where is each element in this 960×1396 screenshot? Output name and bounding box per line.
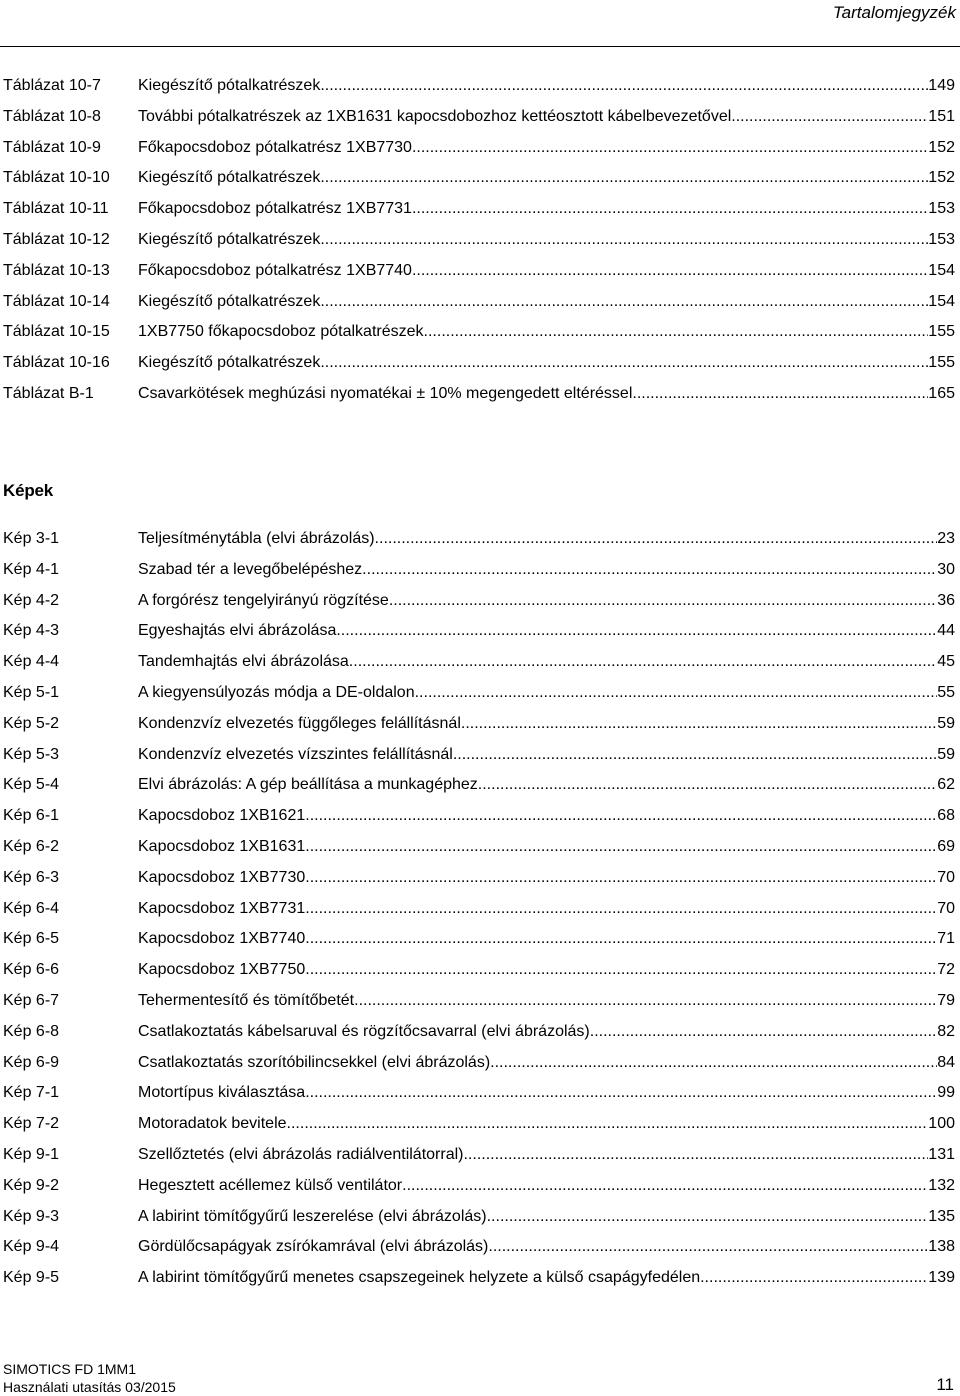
- toc-dot-leader: [305, 1082, 937, 1104]
- toc-entry[interactable]: [3, 928, 955, 950]
- toc-entry-label: Kép 7-1: [3, 1084, 60, 1102]
- toc-entry-body: [138, 137, 955, 159]
- footer-product-name: SIMOTICS FD 1MM1: [3, 1361, 137, 1377]
- toc-entry-title: A labirint tömítőgyűrű menetes csapszegeinek helyzete a külső csapágyfedélen: [138, 1269, 701, 1287]
- toc-entry-title: Tehermentesítő és tömítőbetét: [138, 992, 355, 1009]
- toc-entry[interactable]: [3, 528, 955, 550]
- toc-entry-body: [138, 651, 955, 673]
- toc-entry-title: Kiegészítő pótalkatrészek: [138, 231, 321, 248]
- toc-entry-label: Táblázat 10-14: [3, 292, 110, 310]
- toc-entry[interactable]: [3, 620, 955, 642]
- toc-entry-label: Kép 4-4: [3, 653, 60, 671]
- toc-entry[interactable]: [3, 1175, 955, 1197]
- toc-dot-leader: [305, 928, 937, 950]
- toc-entry-label: Kép 4-3: [3, 622, 60, 640]
- toc-entry[interactable]: [3, 260, 955, 282]
- toc-entry[interactable]: [3, 1267, 955, 1289]
- toc-entry[interactable]: [3, 1082, 955, 1104]
- toc-entry-title: Kiegészítő pótalkatrészek: [138, 169, 321, 187]
- toc-entry-body: [138, 620, 955, 642]
- toc-entry-page-number: 138: [928, 1238, 955, 1256]
- toc-entry-title: Kondenzvíz elvezetés vízszintes felállításnál: [138, 745, 453, 763]
- toc-entry-title: Csatlakoztatás szorítóbilincsekkel (elvi ábrázolás): [138, 1053, 491, 1071]
- toc-dot-leader: [412, 260, 928, 282]
- toc-dot-leader: [389, 590, 937, 612]
- toc-entry-label: Kép 9-1: [3, 1146, 60, 1163]
- toc-entry[interactable]: [3, 805, 955, 827]
- toc-entry-label: Kép 6-5: [3, 930, 60, 948]
- toc-entry[interactable]: [3, 1206, 955, 1228]
- toc-entry-label: Táblázat 10-12: [3, 231, 110, 248]
- toc-dot-leader: [336, 620, 937, 642]
- toc-dot-leader: [632, 383, 928, 405]
- toc-entry-page-number: 59: [937, 714, 955, 732]
- toc-entry-page-number: 84: [937, 1053, 955, 1071]
- toc-entry-page-number: 72: [937, 961, 955, 979]
- toc-dot-leader: [287, 1113, 929, 1135]
- toc-entry[interactable]: [3, 75, 955, 97]
- toc-entry-title: Kiegészítő pótalkatrészek: [138, 354, 321, 372]
- toc-entry[interactable]: [3, 1144, 955, 1166]
- header-rule: [0, 46, 960, 47]
- toc-entry-label: Táblázat B-1: [3, 385, 94, 402]
- toc-entry-body: [138, 260, 955, 282]
- toc-entry-title: Gördülőcsapágyak zsírókamrával (elvi ábrázolás): [138, 1238, 489, 1256]
- toc-entry[interactable]: [3, 229, 955, 251]
- toc-entry[interactable]: [3, 590, 955, 612]
- toc-entry-title: Teljesítménytábla (elvi ábrázolás): [138, 530, 375, 547]
- toc-entry-title: Kiegészítő pótalkatrészek: [138, 292, 321, 310]
- toc-entry-title: Főkapocsdoboz pótalkatrész 1XB7740: [138, 261, 412, 279]
- toc-dot-leader: [478, 774, 937, 796]
- toc-entry-body: [138, 867, 955, 889]
- toc-entry-body: [138, 713, 955, 735]
- toc-entry-label: Kép 6-3: [3, 868, 60, 886]
- toc-entry-page-number: 45: [937, 653, 955, 671]
- footer-document-title: Használati utasítás 03/2015: [3, 1379, 176, 1395]
- toc-entry-body: [138, 990, 955, 1012]
- toc-entry-label: Kép 9-2: [3, 1176, 60, 1194]
- toc-entry-body: [138, 959, 955, 981]
- toc-entry-label: Kép 4-1: [3, 560, 60, 578]
- toc-entry-body: [138, 528, 955, 550]
- toc-entry-label: Táblázat 10-8: [3, 107, 101, 125]
- toc-entry-body: [138, 1175, 955, 1197]
- toc-dot-leader: [415, 682, 938, 704]
- toc-entry-page-number: 99: [937, 1084, 955, 1102]
- toc-entry[interactable]: [3, 774, 955, 796]
- toc-entry-title: Tandemhajtás elvi ábrázolása: [138, 653, 349, 671]
- toc-entry[interactable]: [3, 682, 955, 704]
- toc-entry-title: Kapocsdoboz 1XB1631: [138, 838, 306, 855]
- toc-entry[interactable]: [3, 1236, 955, 1258]
- toc-entry-title: A kiegyensúlyozás módja a DE-oldalon: [138, 684, 415, 701]
- toc-entry[interactable]: [3, 559, 955, 581]
- toc-entry-page-number: 68: [937, 807, 955, 825]
- toc-entry-page-number: 155: [928, 354, 955, 372]
- toc-dot-leader: [488, 1236, 928, 1258]
- toc-entry[interactable]: [3, 836, 955, 858]
- toc-entry-label: Táblázat 10-16: [3, 354, 110, 372]
- toc-entry[interactable]: [3, 1052, 955, 1074]
- toc-entry-body: [138, 321, 955, 343]
- toc-entry-body: [138, 744, 955, 766]
- toc-entry-body: [138, 928, 955, 950]
- toc-dot-leader: [320, 229, 928, 251]
- section-heading-images: Képek: [3, 481, 54, 500]
- toc-dot-leader: [349, 651, 937, 673]
- toc-dot-leader: [487, 1206, 929, 1228]
- toc-dot-leader: [700, 1267, 928, 1289]
- toc-entry-page-number: 70: [937, 868, 955, 886]
- toc-entry-body: [138, 167, 955, 189]
- toc-dot-leader: [320, 352, 928, 374]
- toc-entry-label: Kép 9-4: [3, 1238, 60, 1256]
- toc-dot-leader: [590, 1021, 937, 1043]
- toc-dot-leader: [453, 744, 937, 766]
- toc-entry-body: [138, 1082, 955, 1104]
- toc-entry-title: Hegesztett acéllemez külső ventilátor: [138, 1176, 403, 1194]
- toc-entry-page-number: 154: [928, 292, 955, 310]
- toc-entry-page-number: 36: [937, 591, 955, 609]
- toc-dot-leader: [305, 959, 937, 981]
- toc-entry-label: Kép 6-4: [3, 899, 60, 917]
- toc-dot-leader: [305, 836, 937, 858]
- toc-entry-label: Táblázat 10-11: [3, 200, 109, 218]
- toc-entry[interactable]: [3, 1113, 955, 1135]
- toc-entry-page-number: 30: [937, 560, 955, 578]
- toc-entry-title: Csatlakoztatás kábelsaruval és rögzítőcsavarral (elvi ábrázolás): [138, 1022, 590, 1040]
- toc-entry[interactable]: [3, 651, 955, 673]
- toc-entry-title: Kapocsdoboz 1XB7750: [138, 961, 306, 979]
- toc-entry-label: Kép 6-7: [3, 992, 60, 1009]
- toc-entry-page-number: 79: [937, 992, 955, 1009]
- toc-entry-label: Kép 5-1: [3, 684, 60, 701]
- toc-entry-label: Táblázat 10-13: [3, 261, 110, 279]
- toc-entry-page-number: 44: [937, 622, 955, 640]
- toc-entry[interactable]: [3, 106, 955, 128]
- toc-entry[interactable]: [3, 198, 955, 220]
- toc-entry-body: [138, 1113, 955, 1135]
- toc-entry-body: [138, 198, 955, 220]
- toc-dot-leader: [424, 321, 929, 343]
- toc-entry-title: Kiegészítő pótalkatrészek: [138, 77, 321, 94]
- toc-entry[interactable]: [3, 137, 955, 159]
- toc-entry-label: Kép 6-2: [3, 838, 60, 855]
- toc-entry[interactable]: [3, 959, 955, 981]
- toc-entry-page-number: 82: [937, 1022, 955, 1040]
- toc-dot-leader: [305, 867, 937, 889]
- toc-entry[interactable]: [3, 898, 955, 920]
- toc-dot-leader: [354, 990, 937, 1012]
- toc-entry-title: Szabad tér a levegőbelépéshez: [138, 560, 363, 578]
- toc-entry-title: Szellőztetés (elvi ábrázolás radiálventilátorral): [138, 1146, 464, 1163]
- toc-entry-page-number: 165: [928, 385, 955, 402]
- toc-entry-body: [138, 1206, 955, 1228]
- toc-entry-label: Kép 6-8: [3, 1022, 60, 1040]
- toc-entry-title: Kapocsdoboz 1XB7740: [138, 930, 306, 948]
- toc-dot-leader: [320, 75, 928, 97]
- toc-entry-page-number: 70: [937, 899, 955, 917]
- toc-dot-leader: [731, 106, 928, 128]
- toc-entry-title: Kondenzvíz elvezetés függőleges felállításnál: [138, 714, 461, 732]
- toc-entry-label: Kép 6-1: [3, 807, 60, 825]
- toc-entry-title: Főkapocsdoboz pótalkatrész 1XB7730: [138, 138, 412, 156]
- toc-dot-leader: [463, 1144, 928, 1166]
- toc-entry-body: [138, 291, 955, 313]
- toc-entry-body: [138, 75, 955, 97]
- toc-entry-body: [138, 229, 955, 251]
- toc-entry-page-number: 131: [928, 1146, 955, 1163]
- toc-entry-title: Kapocsdoboz 1XB7730: [138, 868, 306, 886]
- toc-entry-title: 1XB7750 főkapocsdoboz pótalkatrészek: [138, 323, 424, 341]
- toc-entry-label: Táblázat 10-10: [3, 169, 110, 187]
- toc-entry-body: [138, 559, 955, 581]
- toc-entry-label: Táblázat 10-9: [3, 138, 101, 156]
- toc-entry-page-number: 69: [937, 838, 955, 855]
- toc-dot-leader: [362, 559, 937, 581]
- toc-entry-body: [138, 1144, 955, 1166]
- toc-entry-title: A forgórész tengelyirányú rögzítése: [138, 591, 389, 609]
- toc-entry-page-number: 153: [928, 200, 955, 218]
- toc-entry-label: Kép 6-9: [3, 1053, 60, 1071]
- toc-entry-label: Kép 7-2: [3, 1115, 60, 1133]
- toc-entry-label: Kép 9-3: [3, 1207, 60, 1225]
- toc-entry-page-number: 132: [928, 1176, 955, 1194]
- toc-entry-page-number: 139: [928, 1269, 955, 1287]
- toc-entry[interactable]: [3, 1021, 955, 1043]
- toc-entry[interactable]: [3, 744, 955, 766]
- toc-entry-body: [138, 774, 955, 796]
- toc-entry-page-number: 149: [928, 77, 955, 94]
- toc-entry-page-number: 155: [928, 323, 955, 341]
- toc-entry-page-number: 71: [937, 930, 955, 948]
- toc-entry-title: Kapocsdoboz 1XB7731: [138, 899, 306, 917]
- toc-entry-title: Motoradatok bevitele: [138, 1115, 287, 1133]
- toc-dot-leader: [412, 198, 928, 220]
- toc-entry-page-number: 23: [937, 530, 955, 547]
- toc-entry-body: [138, 805, 955, 827]
- toc-entry-body: [138, 836, 955, 858]
- toc-dot-leader: [402, 1175, 928, 1197]
- toc-entry-label: Kép 5-2: [3, 714, 60, 732]
- toc-entry-body: [138, 1267, 955, 1289]
- toc-entry-title: Kapocsdoboz 1XB1621: [138, 807, 306, 825]
- toc-entry-title: Motortípus kiválasztása: [138, 1084, 306, 1102]
- toc-dot-leader: [305, 805, 937, 827]
- toc-entry-label: Kép 6-6: [3, 961, 60, 979]
- toc-entry[interactable]: [3, 321, 955, 343]
- toc-entry-page-number: 62: [937, 776, 955, 794]
- toc-entry-body: [138, 1236, 955, 1258]
- toc-entry-title: További pótalkatrészek az 1XB1631 kapocsdobozhoz kettéosztott kábelbevezetővel: [138, 107, 732, 125]
- toc-entry-page-number: 55: [937, 684, 955, 701]
- toc-entry-page-number: 153: [928, 231, 955, 248]
- toc-entry-label: Kép 4-2: [3, 591, 60, 609]
- toc-entry-title: Egyeshajtás elvi ábrázolása: [138, 622, 337, 640]
- toc-entry-page-number: 154: [928, 261, 955, 279]
- toc-entry-title: Csavarkötések meghúzási nyomatékai ± 10% megengedett eltéréssel: [138, 385, 633, 402]
- footer-page-number: 11: [936, 1375, 954, 1394]
- toc-entry-page-number: 152: [928, 138, 955, 156]
- toc-dot-leader: [490, 1052, 937, 1074]
- toc-entry-page-number: 152: [928, 169, 955, 187]
- toc-entry-label: Táblázat 10-15: [3, 323, 110, 341]
- toc-dot-leader: [305, 898, 937, 920]
- toc-entry-label: Kép 5-4: [3, 776, 60, 794]
- toc-entry-title: A labirint tömítőgyűrű leszerelése (elvi ábrázolás): [138, 1207, 487, 1225]
- toc-entry-title: Főkapocsdoboz pótalkatrész 1XB7731: [138, 200, 412, 218]
- toc-entry-page-number: 59: [937, 745, 955, 763]
- toc-entry-body: [138, 682, 955, 704]
- toc-entry-label: Kép 5-3: [3, 745, 60, 763]
- toc-dot-leader: [320, 167, 928, 189]
- toc-entry-page-number: 151: [928, 107, 955, 125]
- running-header-title: Tartalomjegyzék: [832, 3, 956, 22]
- toc-entry-body: [138, 590, 955, 612]
- toc-entry-body: [138, 1052, 955, 1074]
- toc-entry-body: [138, 383, 955, 405]
- toc-entry[interactable]: [3, 867, 955, 889]
- toc-dot-leader: [320, 291, 928, 313]
- toc-entry[interactable]: [3, 167, 955, 189]
- toc-entry-body: [138, 1021, 955, 1043]
- toc-entry[interactable]: [3, 990, 955, 1012]
- toc-entry-body: [138, 352, 955, 374]
- toc-entry-title: Elvi ábrázolás: A gép beállítása a munkagéphez: [138, 776, 478, 794]
- toc-dot-leader: [461, 713, 937, 735]
- toc-entry-body: [138, 106, 955, 128]
- toc-dot-leader: [375, 528, 938, 550]
- toc-entry-page-number: 135: [928, 1207, 955, 1225]
- toc-entry-label: Kép 3-1: [3, 530, 60, 547]
- toc-entry[interactable]: [3, 383, 955, 405]
- toc-entry-label: Táblázat 10-7: [3, 77, 101, 94]
- toc-entry[interactable]: [3, 352, 955, 374]
- toc-entry-page-number: 100: [928, 1115, 955, 1133]
- toc-dot-leader: [412, 137, 928, 159]
- toc-entry[interactable]: [3, 291, 955, 313]
- toc-entry-body: [138, 898, 955, 920]
- toc-entry[interactable]: [3, 713, 955, 735]
- toc-entry-label: Kép 9-5: [3, 1269, 60, 1287]
